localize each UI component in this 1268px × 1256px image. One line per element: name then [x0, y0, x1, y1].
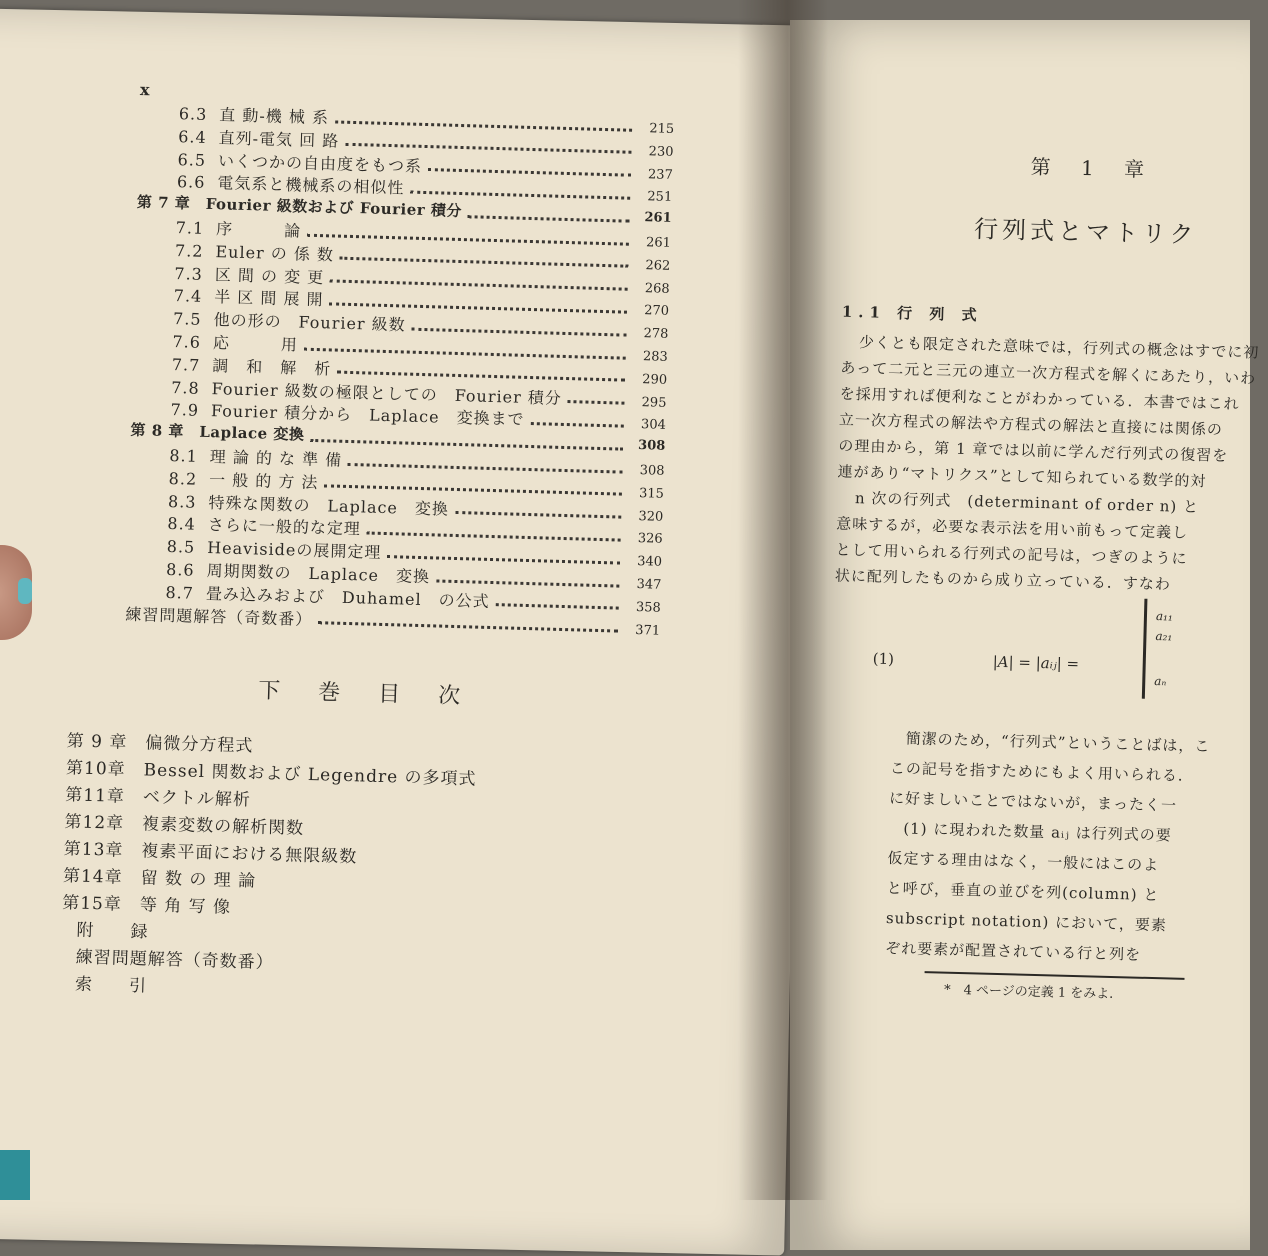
dot-leader	[568, 390, 625, 405]
dot-leader	[337, 361, 625, 382]
chapter-title: 行列式とマトリク	[973, 215, 1198, 249]
toc-title: Fourier 積分から Laplace 変換まで	[210, 401, 525, 430]
toc-title: さらに一般的な定理	[207, 515, 362, 539]
toc-section-number: 6.5	[177, 149, 207, 170]
dot-leader	[310, 429, 623, 451]
toc-title: 直列-電気 回 路	[218, 128, 340, 151]
body-line: に好ましいことではないが，まったく一	[888, 789, 1178, 815]
book-cover-edge	[0, 1150, 30, 1200]
toc-section-number: 8.7	[165, 582, 195, 603]
dot-leader	[412, 317, 627, 336]
toc-page-number: 278	[643, 326, 669, 343]
dot-leader	[324, 475, 622, 496]
toc-section-number: 8.2	[168, 468, 198, 489]
toc-section-number: 8.4	[167, 514, 197, 535]
toc-title: 第 8 章 Laplace 変換	[130, 421, 305, 444]
toc-page-number: 308	[639, 463, 665, 479]
toc-title: 応 用	[212, 333, 299, 355]
toc-page-number: 215	[649, 121, 675, 137]
body-line: の理由から，第 1 章では以前に学んだ行列式の復習を	[838, 436, 1229, 465]
toc-section-number: 8.6	[165, 559, 195, 580]
toc-page-number: 261	[645, 235, 672, 251]
lower-volume-item: 練習問題解答（奇数番）	[75, 947, 274, 974]
lower-volume-item: 索 引	[74, 974, 148, 997]
toc-title: 他の形の Fourier 級数	[213, 310, 406, 335]
toc-title: 区 間 の 変 更	[214, 264, 325, 287]
toc-page-number: 308	[637, 438, 666, 454]
dot-leader	[367, 521, 621, 541]
toc-section-number: 6.6	[176, 172, 206, 193]
dot-leader	[318, 611, 618, 632]
dot-leader	[428, 158, 631, 177]
lower-volume-title: 下巻目次	[257, 678, 499, 711]
body-line: 意味するが，必要な表示法を用い前もって定義し	[836, 514, 1189, 542]
body-line: subscript notation) において，要素	[885, 909, 1168, 935]
toc-section-number: 7.8	[170, 377, 200, 398]
toc-section-number: 7.2	[174, 240, 204, 261]
dot-leader	[387, 545, 620, 564]
toc-page-number: 270	[643, 303, 670, 320]
body-line: として用いられる行列式の記号は，つぎのように	[835, 540, 1188, 568]
toc-section-number: 7.6	[172, 332, 202, 352]
dot-leader	[340, 247, 629, 268]
toc-section-number: 7.9	[170, 400, 200, 421]
toc-title: 調 和 解 析	[212, 355, 332, 379]
body-line: 簡潔のため，“行列式”ということばは，こ	[905, 729, 1211, 756]
lower-volume-item: 第 9 章 偏微分方程式	[66, 731, 254, 757]
determinant-bar	[1142, 599, 1148, 699]
toc-section-number: 8.5	[166, 537, 196, 557]
toc-page-number: 295	[641, 394, 667, 411]
body-line: 状に配列したものから成り立っている．すなわ	[834, 566, 1172, 594]
toc-title: 電気系と機械系の相似性	[217, 173, 405, 198]
section-heading: 1.1 行 列 式	[841, 302, 983, 325]
dot-leader	[468, 205, 630, 223]
dot-leader	[348, 452, 623, 473]
toc-page-number: 268	[644, 280, 670, 297]
toc-title: 序 論	[215, 219, 302, 241]
toc-section-number: 8.3	[167, 491, 197, 512]
toc-page-number: 290	[642, 371, 668, 388]
table-of-contents	[3, 0, 823, 639]
body-line: 立一次方程式の解法や方程式の解法と直接には関係の	[838, 410, 1224, 439]
dot-leader	[530, 412, 624, 428]
toc-section-number: 6.3	[178, 104, 208, 124]
lower-volume-item: 第13章 複素平面における無限級数	[63, 839, 358, 868]
toc-title: 一 般 的 方 法	[208, 469, 319, 492]
toc-page-number: 237	[647, 166, 674, 183]
dot-leader	[335, 110, 633, 131]
toc-page-number: 347	[636, 577, 662, 593]
body-line: 少くとも限定された意味では，行列式の概念はすでに初	[858, 333, 1260, 362]
toc-page-number: 230	[648, 144, 674, 160]
body-line: この記号を指すためにもよく用いられる．	[889, 759, 1195, 786]
toc-section-number: 6.4	[178, 126, 207, 147]
toc-title: Euler の 係 数	[215, 241, 335, 265]
matrix-entry: aₙ	[1154, 673, 1167, 689]
body-line: 連があり“マトリクス”として知られている数学的対	[837, 462, 1207, 491]
body-line: ぞれ要素が配置されている行と列を	[884, 939, 1142, 964]
toc-page-number: 320	[638, 508, 664, 525]
page-number: x	[139, 80, 150, 100]
lower-volume-item: 附 録	[76, 920, 149, 943]
toc-page-number: 315	[638, 485, 665, 502]
lower-volume-item: 第15章 等 角 写 像	[61, 893, 232, 918]
toc-section-number: 7.3	[174, 263, 204, 284]
toc-page-number: 304	[640, 417, 667, 434]
dot-leader	[330, 269, 628, 290]
right-page-content	[789, 0, 1260, 1210]
dot-leader	[329, 292, 627, 313]
toc-title: Fourier 級数の極限としての Fourier 積分	[211, 378, 563, 408]
dot-leader	[495, 593, 619, 609]
dot-leader	[455, 501, 622, 519]
equation: |A| = |aᵢⱼ| =	[992, 652, 1080, 674]
body-line: n 次の行列式 (determinant of order n) と	[854, 489, 1200, 517]
toc-title: 理 論 的 な 準 備	[209, 447, 343, 470]
toc-page-number: 262	[645, 257, 671, 274]
body-line: (1) に現われた数量 aᵢⱼ は行列式の要	[903, 819, 1172, 845]
matrix-entry: a₁₁	[1155, 609, 1173, 624]
matrix-entry: a₂₁	[1155, 629, 1173, 644]
body-line: あって二元と三元の連立一次方程式を解くにあたり，いわ	[840, 358, 1257, 388]
lower-volume-item: 第14章 留 数 の 理 論	[62, 866, 257, 892]
toc-page-number: 283	[642, 349, 668, 365]
lower-volume-item: 第12章 複素変数の解析関数	[64, 812, 305, 839]
toc-title: いくつかの自由度をもつ系	[217, 150, 423, 176]
thumbnail-nail	[18, 578, 32, 604]
body-line: 仮定する理由はなく，一般にはこのよ	[887, 849, 1160, 875]
toc-title: 練習問題解答（奇数番）	[125, 604, 313, 629]
body-line: を採用すれば便利なことがわかっている．本書ではこれ	[839, 384, 1240, 414]
body-line: と呼び，垂直の並びを列(column) と	[886, 879, 1160, 905]
toc-page-number: 358	[635, 599, 661, 616]
dot-leader	[436, 569, 620, 587]
toc-page-number: 371	[635, 622, 661, 639]
equation-label: (1)	[872, 649, 895, 669]
footnote: * 4 ページの定義 1 をみよ．	[943, 982, 1123, 1003]
toc-title: 第 7 章 Fourier 級数および Fourier 積分	[136, 193, 463, 221]
toc-page-number: 251	[647, 189, 673, 206]
chapter-heading: 第 1 章	[1030, 154, 1157, 182]
toc-section-number: 8.1	[169, 445, 199, 466]
toc-title: 直 動-機 械 系	[219, 105, 330, 128]
toc-title: Heavisideの展開定理	[206, 538, 382, 563]
toc-title: 特殊な関数の Laplace 変換	[208, 492, 450, 519]
toc-title: 半 区 間 展 開	[213, 287, 324, 310]
lower-volume-item: 第10章 Bessel 関数および Legendre の多項式	[65, 758, 477, 790]
dot-leader	[345, 133, 632, 154]
toc-page-number: 261	[644, 210, 672, 227]
toc-title: 畳み込みおよび Duhamel の公式	[205, 583, 490, 611]
toc-section-number: 7.4	[173, 286, 203, 307]
toc-section-number: 7.1	[175, 218, 205, 238]
toc-title: 周期関数の Laplace 変換	[206, 561, 431, 587]
lower-volume-item: 第11章 ベクトル解析	[65, 785, 252, 811]
toc-page-number: 340	[636, 554, 663, 570]
toc-section-number: 7.5	[172, 309, 202, 329]
toc-section-number: 7.7	[171, 354, 201, 375]
toc-page-number: 326	[637, 531, 663, 548]
dot-leader	[410, 180, 630, 199]
